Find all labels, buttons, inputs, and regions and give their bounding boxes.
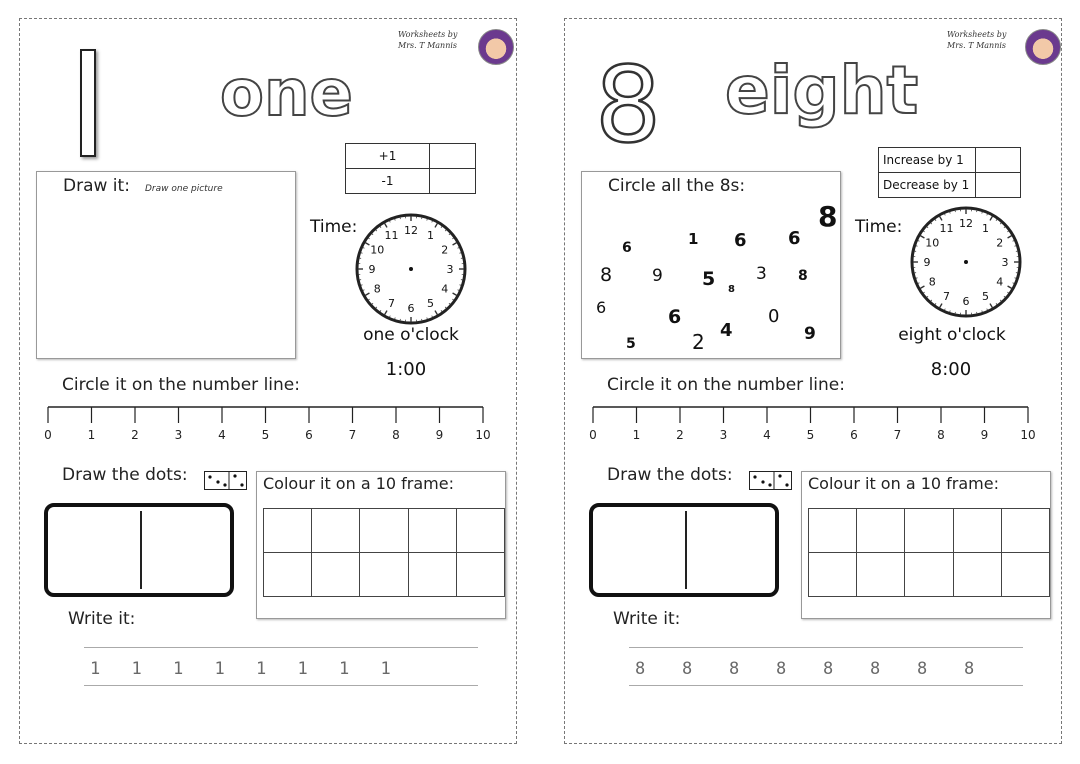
- ten-frame-box: [256, 471, 506, 619]
- clock-caption: one o'clock: [363, 325, 459, 345]
- draw-it-hint: Draw one picture: [145, 184, 223, 194]
- scatter-digit[interactable]: 0: [768, 306, 780, 327]
- scatter-digit[interactable]: 9: [652, 266, 663, 286]
- clock-caption: eight o'clock: [898, 325, 1006, 345]
- credit-text: [947, 29, 1037, 51]
- number-line-label[interactable]: 1: [632, 428, 641, 439]
- trace-glyph[interactable]: 1: [131, 659, 142, 679]
- frame-cell[interactable]: [456, 553, 504, 597]
- number-line-label[interactable]: 8: [392, 428, 400, 439]
- scatter-digit[interactable]: 8: [818, 200, 838, 233]
- numberline-title: Circle it on the number line:: [607, 375, 845, 395]
- domino-divider: [685, 511, 687, 589]
- clock-number: 1: [982, 222, 989, 236]
- trace-glyph[interactable]: 1: [297, 659, 308, 679]
- scatter-digit[interactable]: 6: [734, 230, 747, 251]
- decrease-row: [879, 173, 1021, 198]
- clock-number: 7: [388, 296, 395, 310]
- write-line-top: [629, 647, 1023, 648]
- increase-row: [879, 148, 1021, 173]
- trace-glyph[interactable]: 1: [339, 659, 350, 679]
- draw-it-title: Draw it:: [63, 176, 130, 196]
- scatter-digit[interactable]: 3: [756, 264, 767, 284]
- dots-title: Draw the dots:: [607, 465, 733, 485]
- trace-glyph[interactable]: 8: [964, 659, 975, 679]
- clock-number: 8: [373, 282, 381, 296]
- author-avatar: [478, 29, 514, 65]
- scatter-digit[interactable]: 1: [688, 230, 699, 248]
- frame-cell[interactable]: [264, 553, 312, 597]
- clock-number: 4: [996, 275, 1004, 289]
- trace-glyph[interactable]: 8: [776, 659, 787, 679]
- frame-cell[interactable]: [809, 553, 857, 597]
- write-it-title: Write it:: [68, 609, 136, 629]
- ten-frame-grid[interactable]: [263, 508, 505, 597]
- trace-glyph[interactable]: 8: [870, 659, 881, 679]
- increase-label: Increase by 1: [879, 148, 976, 173]
- frame-cell[interactable]: [456, 509, 504, 553]
- number-line-label[interactable]: 6: [305, 428, 313, 439]
- numeral-8-outline: [591, 45, 671, 155]
- clock-number: 8: [928, 275, 936, 289]
- clock-number: 3: [1001, 256, 1009, 269]
- ten-frame-title: Colour it on a 10 frame:: [263, 474, 454, 493]
- draw-it-box[interactable]: [36, 171, 296, 359]
- frame-cell[interactable]: [1001, 509, 1049, 553]
- credit-line-2: Mrs. T Mannis: [398, 41, 458, 50]
- number-line-label[interactable]: 4: [763, 428, 771, 439]
- digital-time: 1:00: [385, 359, 427, 380]
- trace-glyph[interactable]: 8: [635, 659, 646, 679]
- clock-number: 9: [923, 256, 931, 269]
- scatter-digit[interactable]: 6: [622, 240, 632, 256]
- clock-center: [409, 267, 413, 271]
- number-line-label[interactable]: 2: [131, 428, 139, 439]
- clock-number: 2: [996, 236, 1004, 250]
- numeral-1-outline: [80, 49, 96, 157]
- word-eight-text: eight: [725, 52, 919, 129]
- plus-one-label: +1: [346, 144, 430, 169]
- scatter-digit[interactable]: 9: [804, 324, 816, 344]
- trace-glyph[interactable]: 1: [173, 659, 184, 679]
- clock-number: 5: [427, 296, 434, 310]
- number-line-label[interactable]: 9: [980, 428, 989, 439]
- number-line-label[interactable]: 5: [261, 428, 270, 439]
- frame-cell[interactable]: [857, 509, 905, 553]
- worksheet-eight: [564, 18, 1062, 744]
- clock-center: [964, 260, 968, 264]
- number-line-label[interactable]: 1: [87, 428, 96, 439]
- trace-glyph[interactable]: 8: [682, 659, 693, 679]
- clock-number: 12: [404, 224, 418, 237]
- clock-number: 3: [446, 263, 454, 276]
- trace-glyph[interactable]: 1: [380, 659, 391, 679]
- numberline-title: Circle it on the number line:: [62, 375, 300, 395]
- clock-face[interactable]: [909, 205, 1023, 319]
- domino-frame[interactable]: [589, 503, 779, 597]
- frame-cell[interactable]: [1001, 553, 1049, 597]
- number-line-label[interactable]: 4: [218, 428, 226, 439]
- digital-time: 8:00: [930, 359, 972, 380]
- clock-face[interactable]: [354, 212, 468, 326]
- number-line-label[interactable]: 3: [174, 428, 183, 439]
- number-line-label[interactable]: 3: [719, 428, 728, 439]
- clock-number: 4: [441, 282, 449, 296]
- scatter-digit[interactable]: 4: [720, 320, 733, 341]
- number-line-label[interactable]: 7: [893, 428, 902, 439]
- clock-number: 12: [959, 217, 973, 230]
- number-line-label[interactable]: 0: [44, 428, 52, 439]
- frame-cell[interactable]: [953, 509, 1001, 553]
- frame-cell[interactable]: [264, 509, 312, 553]
- frame-cell[interactable]: [312, 553, 360, 597]
- word-one-outline: [220, 59, 390, 129]
- scatter-digit[interactable]: 8: [728, 284, 735, 295]
- scatter-digits[interactable]: [582, 172, 840, 358]
- number-line-label[interactable]: 10: [1020, 428, 1036, 439]
- credit-line-1: Worksheets by: [947, 30, 1007, 39]
- dots-title: Draw the dots:: [62, 465, 188, 485]
- frame-cell[interactable]: [408, 553, 456, 597]
- time-label: Time:: [310, 217, 358, 237]
- number-line-label[interactable]: 9: [435, 428, 444, 439]
- clock-number: 10: [925, 236, 940, 250]
- trace-glyph[interactable]: 8: [917, 659, 928, 679]
- clock-number: 6: [962, 295, 970, 308]
- write-line-bottom: [84, 685, 478, 686]
- trace-glyph[interactable]: 8: [729, 659, 740, 679]
- number-line-label[interactable]: 8: [937, 428, 945, 439]
- clock-number: 11: [939, 222, 954, 236]
- write-line-top: [84, 647, 478, 648]
- word-eight-outline: [725, 41, 955, 141]
- trace-glyph[interactable]: 1: [90, 659, 101, 679]
- trace-glyph[interactable]: 1: [214, 659, 225, 679]
- clock-number: 5: [982, 289, 989, 303]
- scatter-digit[interactable]: 6: [596, 298, 607, 317]
- number-line[interactable]: [583, 399, 1043, 439]
- credit-line-2: Mrs. T Mannis: [947, 41, 1007, 50]
- scatter-digit[interactable]: 8: [600, 264, 613, 286]
- frame-cell[interactable]: [905, 553, 953, 597]
- domino-divider: [140, 511, 142, 589]
- clock-number: 10: [370, 243, 385, 257]
- circle-8s-title: Circle all the 8s:: [608, 176, 746, 196]
- ten-frame-title: Colour it on a 10 frame:: [808, 474, 999, 493]
- domino-frame[interactable]: [44, 503, 234, 597]
- number-line-label[interactable]: 2: [676, 428, 684, 439]
- numeral-8-text: 8: [595, 45, 662, 155]
- scatter-digit[interactable]: 5: [702, 268, 716, 290]
- clock-number: 7: [943, 289, 950, 303]
- plus-row: [346, 144, 476, 169]
- frame-cell[interactable]: [360, 509, 408, 553]
- clock-number: 6: [407, 302, 415, 315]
- ten-frame-box: [801, 471, 1051, 619]
- credit-line-1: Worksheets by: [398, 30, 458, 39]
- number-line-label[interactable]: 5: [806, 428, 815, 439]
- frame-cell[interactable]: [408, 509, 456, 553]
- frame-cell[interactable]: [360, 553, 408, 597]
- frame-cell[interactable]: [809, 509, 857, 553]
- word-one-text: one: [220, 59, 353, 129]
- minus-one-label: -1: [346, 169, 430, 194]
- frame-cell[interactable]: [905, 509, 953, 553]
- minus-one-answer[interactable]: [430, 169, 476, 194]
- frame-cell[interactable]: [857, 553, 905, 597]
- clock-number: 9: [368, 263, 376, 276]
- scatter-digit[interactable]: 2: [692, 330, 705, 354]
- trace-glyph[interactable]: 8: [823, 659, 834, 679]
- author-avatar: [1025, 29, 1061, 65]
- scatter-digit[interactable]: 6: [788, 228, 801, 249]
- number-line-label[interactable]: 7: [348, 428, 357, 439]
- credit-text: [398, 29, 488, 51]
- scatter-digit[interactable]: 6: [668, 306, 682, 328]
- number-line-label[interactable]: 6: [850, 428, 858, 439]
- frame-cell[interactable]: [953, 553, 1001, 597]
- number-line[interactable]: [38, 399, 498, 439]
- write-line-bottom: [629, 685, 1023, 686]
- decrease-label: Decrease by 1: [879, 173, 976, 198]
- minus-row: [346, 169, 476, 194]
- clock-number: 1: [427, 229, 434, 243]
- trace-glyph[interactable]: 1: [256, 659, 267, 679]
- dice-dots-icon: [204, 471, 248, 491]
- increase-answer[interactable]: [976, 148, 1021, 173]
- write-it-title: Write it:: [613, 609, 681, 629]
- clock-number: 2: [441, 243, 449, 257]
- dice-dots-icon: [749, 471, 793, 491]
- number-line-label[interactable]: 10: [475, 428, 491, 439]
- plus-minus-table: [345, 143, 476, 194]
- clock-number: 11: [384, 229, 399, 243]
- worksheet-one: [19, 18, 517, 744]
- plus-one-answer[interactable]: [430, 144, 476, 169]
- number-line-label[interactable]: 0: [589, 428, 597, 439]
- ten-frame-grid[interactable]: [808, 508, 1050, 597]
- frame-cell[interactable]: [312, 509, 360, 553]
- scatter-digit[interactable]: 8: [798, 268, 808, 284]
- circle-the-8s-box[interactable]: [581, 171, 841, 359]
- decrease-answer[interactable]: [976, 173, 1021, 198]
- time-label: Time:: [855, 217, 903, 237]
- scatter-digit[interactable]: 5: [626, 336, 636, 352]
- increase-decrease-table: [878, 147, 1021, 198]
